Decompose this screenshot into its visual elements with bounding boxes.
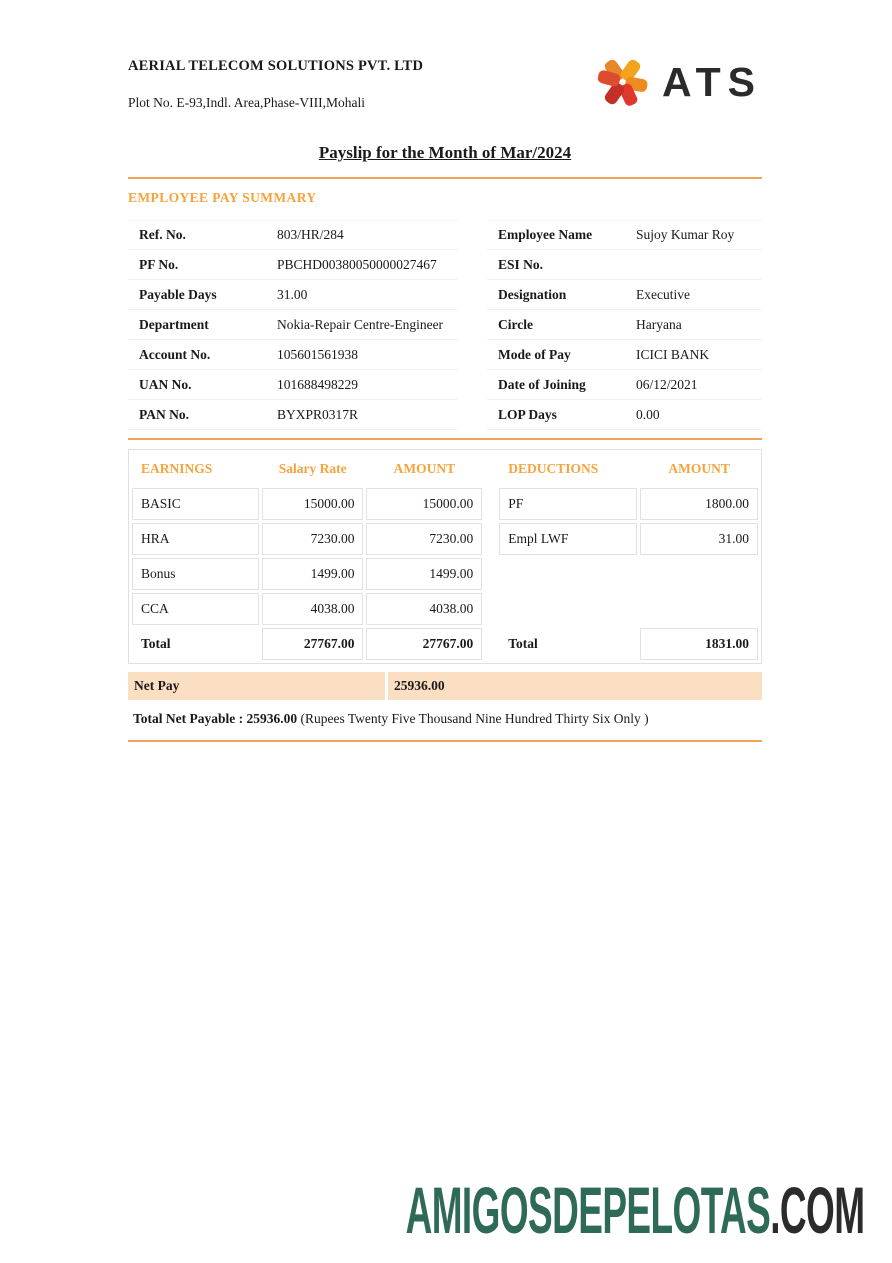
earnings-total-label: Total — [132, 628, 259, 660]
total-net-payable-words: (Rupees Twenty Five Thousand Nine Hundred Thirty Six Only ) — [297, 711, 649, 726]
deductions-total-label: Total — [499, 628, 637, 660]
summary-row-mode-of-pay — [487, 340, 762, 370]
field-label: UAN No. — [139, 376, 192, 392]
field-value: 06/12/2021 — [636, 376, 698, 392]
field-value: PBCHD00380050000027467 — [277, 256, 437, 272]
field-value: 31.00 — [277, 286, 308, 302]
summary-row-payable-days — [128, 280, 458, 310]
summary-row-designation — [487, 280, 762, 310]
pay-table-section — [128, 449, 762, 664]
field-value: Haryana — [636, 316, 682, 332]
header-spacer — [485, 453, 496, 485]
deductions-total-amount: 1831.00 — [640, 628, 758, 660]
field-value: 803/HR/284 — [277, 227, 344, 242]
earnings-total-amount: 27767.00 — [366, 628, 482, 660]
watermark-suffix: .COM — [769, 1173, 864, 1247]
earning-amount: 4038.00 — [366, 593, 482, 625]
summary-grid — [128, 220, 762, 430]
field-label: Ref. No. — [139, 227, 186, 242]
header-amount: AMOUNT — [393, 461, 456, 476]
summary-row-date-of-joining — [487, 370, 762, 400]
field-label: ESI No. — [498, 256, 544, 272]
deduction-amount: 1800.00 — [640, 488, 758, 520]
summary-left-column — [128, 220, 458, 430]
net-pay-band — [128, 672, 762, 700]
field-value: BYXPR0317R — [277, 406, 359, 422]
summary-heading: EMPLOYEE PAY SUMMARY — [128, 190, 317, 205]
summary-row-pan-no — [128, 400, 458, 430]
watermark-main: AMIGOSDEPELOTAS — [405, 1173, 770, 1247]
pay-table-row — [132, 558, 758, 590]
field-label: Mode of Pay — [498, 346, 571, 362]
pay-table-row — [132, 593, 758, 625]
field-value: Nokia-Repair Centre-Engineer — [277, 316, 444, 332]
header-deductions: DEDUCTIONS — [508, 461, 599, 476]
summary-row-esi-no — [487, 250, 762, 280]
earning-rate: 15000.00 — [262, 488, 364, 520]
summary-row-account-no — [128, 340, 458, 370]
net-pay-label: Net Pay — [128, 672, 385, 700]
total-net-payable-amount: Total Net Payable : 25936.00 — [133, 711, 298, 726]
field-label: PAN No. — [139, 406, 189, 422]
field-value: 0.00 — [636, 406, 660, 422]
pay-table — [128, 449, 762, 664]
earning-name: CCA — [132, 593, 259, 625]
earning-rate: 4038.00 — [262, 593, 364, 625]
company-address: Plot No. E-93,Indl. Area,Phase-VIII,Mohali — [128, 95, 365, 110]
payslip-document — [128, 0, 762, 742]
field-label: Department — [139, 316, 209, 332]
field-label: Payable Days — [139, 286, 217, 302]
summary-row-lop-days — [487, 400, 762, 430]
summary-row-uan-no — [128, 370, 458, 400]
pay-table-header-row — [132, 453, 758, 485]
pay-table-row — [132, 488, 758, 520]
pay-table-row — [132, 523, 758, 555]
earning-amount: 15000.00 — [366, 488, 482, 520]
earnings-total-rate: 27767.00 — [262, 628, 364, 660]
pay-table-total-row — [132, 628, 758, 660]
field-value: 101688498229 — [277, 376, 358, 392]
divider-bottom — [128, 740, 762, 742]
summary-row-ref-no — [128, 220, 458, 250]
summary-right-column — [487, 220, 762, 430]
net-pay-amount: 25936.00 — [388, 672, 762, 700]
summary-row-pf-no — [128, 250, 458, 280]
earning-name: HRA — [132, 523, 259, 555]
payslip-title: Payslip for the Month of Mar/2024 — [318, 143, 572, 162]
summary-row-circle — [487, 310, 762, 340]
header-earnings: EARNINGS — [141, 461, 213, 476]
field-label: Designation — [498, 286, 567, 302]
logo-flower-icon — [594, 52, 652, 112]
header-ded-amount: AMOUNT — [668, 461, 730, 476]
company-name: AERIAL TELECOM SOLUTIONS PVT. LTD — [128, 58, 424, 74]
earning-rate: 7230.00 — [262, 523, 364, 555]
field-label: Account No. — [139, 346, 211, 362]
field-label: LOP Days — [498, 406, 557, 422]
field-value: Executive — [636, 286, 690, 302]
earning-amount: 1499.00 — [366, 558, 482, 590]
field-label: Circle — [498, 316, 533, 332]
deduction-name: PF — [499, 488, 637, 520]
field-label: Date of Joining — [498, 376, 586, 392]
company-logo — [594, 52, 762, 112]
deduction-amount: 31.00 — [640, 523, 758, 555]
divider-mid — [128, 438, 762, 440]
earning-amount: 7230.00 — [366, 523, 482, 555]
summary-row-employee-name — [487, 220, 762, 250]
field-label: PF No. — [139, 256, 179, 272]
earning-name: Bonus — [132, 558, 259, 590]
field-value: Sujoy Kumar Roy — [636, 227, 735, 242]
field-value: 105601561938 — [277, 346, 358, 362]
summary-row-department — [128, 310, 458, 340]
field-label: Employee Name — [498, 227, 593, 242]
earning-rate: 1499.00 — [262, 558, 364, 590]
watermark — [405, 1172, 864, 1248]
field-value: ICICI BANK — [636, 346, 710, 362]
earning-name: BASIC — [132, 488, 259, 520]
divider-top — [128, 177, 762, 179]
header-salary-rate: Salary Rate — [278, 461, 347, 476]
logo-text: ATS — [662, 58, 762, 105]
total-net-payable-line — [128, 711, 762, 727]
deduction-name: Empl LWF — [499, 523, 637, 555]
